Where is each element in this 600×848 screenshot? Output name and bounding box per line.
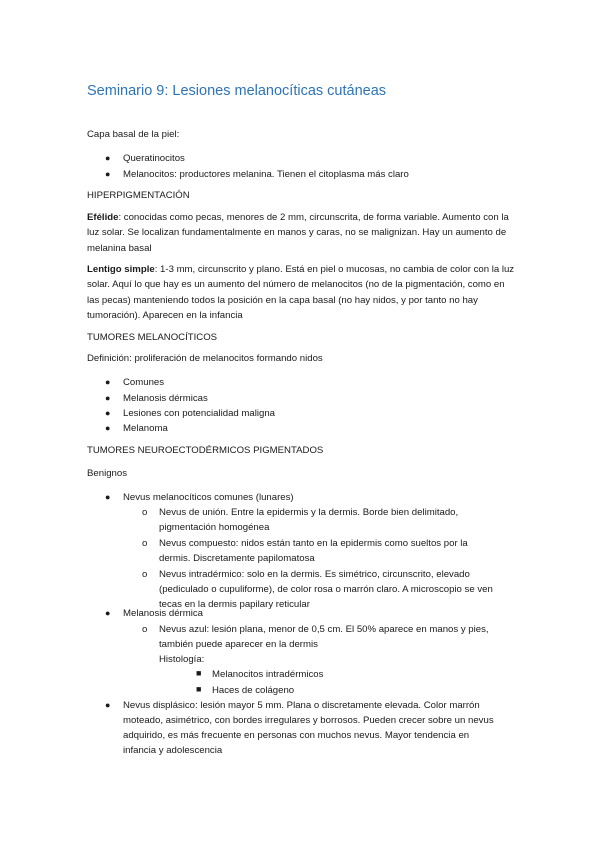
lentigo-text: : 1-3 mm, circunscrito y plano. Está en piel o mucosas, no cambia de color con la luz solar. Aquí lo que hay es un aumento del número de melanocitos (no de la pigmentación, como en las pecas) manteniendo todos la posición en la capa basal (no hay nidos, y por tanto no hay tumoración). Aparecen en la infancia	[87, 264, 515, 321]
hiperpigmentacion-heading: HIPERPIGMENTACIÓN	[87, 190, 190, 201]
square-bullet-icon: ■	[196, 684, 202, 694]
list-item: Queratinocitos	[123, 153, 185, 164]
list-item: Melanosis dérmica	[123, 608, 203, 619]
list-item: Haces de colágeno	[212, 685, 295, 696]
tumores-heading: TUMORES MELANOCÍTICOS	[87, 332, 218, 343]
benignos-label: Benignos	[87, 468, 128, 479]
nevus-union-line: Nevus de unión. Entre la epidermis y la dermis. Borde bien delimitado,	[159, 507, 459, 518]
histologia-label: Histología:	[159, 654, 205, 665]
bullet-icon: ●	[105, 423, 111, 433]
bullet-icon: ●	[105, 700, 111, 710]
list-item: Melanocitos intradérmicos	[212, 669, 324, 680]
sub-bullet-icon: o	[142, 624, 148, 635]
bullet-icon: ●	[105, 408, 111, 418]
efelide-text: : conocidas como pecas, menores de 2 mm, circunscrita, de forma variable. Aumento con la luz solar. Se localizan fundamentalmente en manos y caras, no se malignizan. Hay un aumento de melanina basal	[87, 212, 509, 254]
sub-bullet-icon: o	[142, 569, 148, 580]
lentigo-term: Lentigo simple	[87, 264, 155, 275]
nevus-intradermico-line: tecas en la dermis papilary reticular	[159, 599, 310, 610]
list-item: Melanocitos: productores melanina. Tienen el citoplasma más claro	[123, 169, 409, 180]
bullet-icon: ●	[105, 377, 111, 387]
efelide-paragraph	[87, 210, 519, 256]
nevus-union-line: pigmentación homogénea	[159, 522, 270, 533]
neuro-heading: TUMORES NEUROECTODÉRMICOS PIGMENTADOS	[87, 445, 324, 456]
lentigo-paragraph	[87, 262, 519, 323]
page-title: Seminario 9: Lesiones melanocíticas cutáneas	[87, 83, 387, 99]
nevus-compuesto-line: dermis. Discretamente papilomatosa	[159, 553, 315, 564]
bullet-icon: ●	[105, 608, 111, 618]
list-item: Lesiones con potencialidad maligna	[123, 408, 276, 419]
square-bullet-icon: ■	[196, 668, 202, 678]
nevus-compuesto-line: Nevus compuesto: nidos están tanto en la epidermis como sueltos por la	[159, 538, 468, 549]
nevus-azul-line: Nevus azul: lesión plana, menor de 0,5 cm. El 50% aparece en manos y pies,	[159, 624, 489, 635]
efelide-term: Efélide	[87, 212, 119, 223]
nevus-azul-line: también puede aparecer en la dermis	[159, 639, 318, 650]
bullet-icon: ●	[105, 492, 111, 502]
sub-bullet-icon: o	[142, 507, 148, 518]
bullet-icon: ●	[105, 153, 111, 163]
capa-heading: Capa basal de la piel:	[87, 129, 180, 140]
nevus-displasico-line: infancia y adolescencia	[123, 745, 223, 756]
nevus-displasico-line: Nevus displásico: lesión mayor 5 mm. Plana o discretamente elevada. Color marrón	[123, 700, 480, 711]
bullet-icon: ●	[105, 169, 111, 179]
nevus-intradermico-line: Nevus intradérmico: solo en la dermis. Es simétrico, circunscrito, elevado	[159, 569, 470, 580]
definicion-text: Definición: proliferación de melanocitos formando nidos	[87, 353, 323, 364]
list-item: Nevus melanocíticos comunes (lunares)	[123, 492, 294, 503]
list-item: Melanoma	[123, 423, 168, 434]
list-item: Melanosis dérmicas	[123, 393, 208, 404]
sub-bullet-icon: o	[142, 538, 148, 549]
nevus-intradermico-line: (pediculado o cupuliforme), de color rosa o marrón claro. A microscopio se ven	[159, 584, 493, 595]
bullet-icon: ●	[105, 393, 111, 403]
nevus-displasico-line: moteado, asimétrico, con bordes irregulares y borrosos. Pueden crecer sobre un nevus	[123, 715, 494, 726]
nevus-displasico-line: adquirido, es más frecuente en personas con muchos nevus. Mayor tendencia en	[123, 730, 470, 741]
list-item: Comunes	[123, 377, 165, 388]
